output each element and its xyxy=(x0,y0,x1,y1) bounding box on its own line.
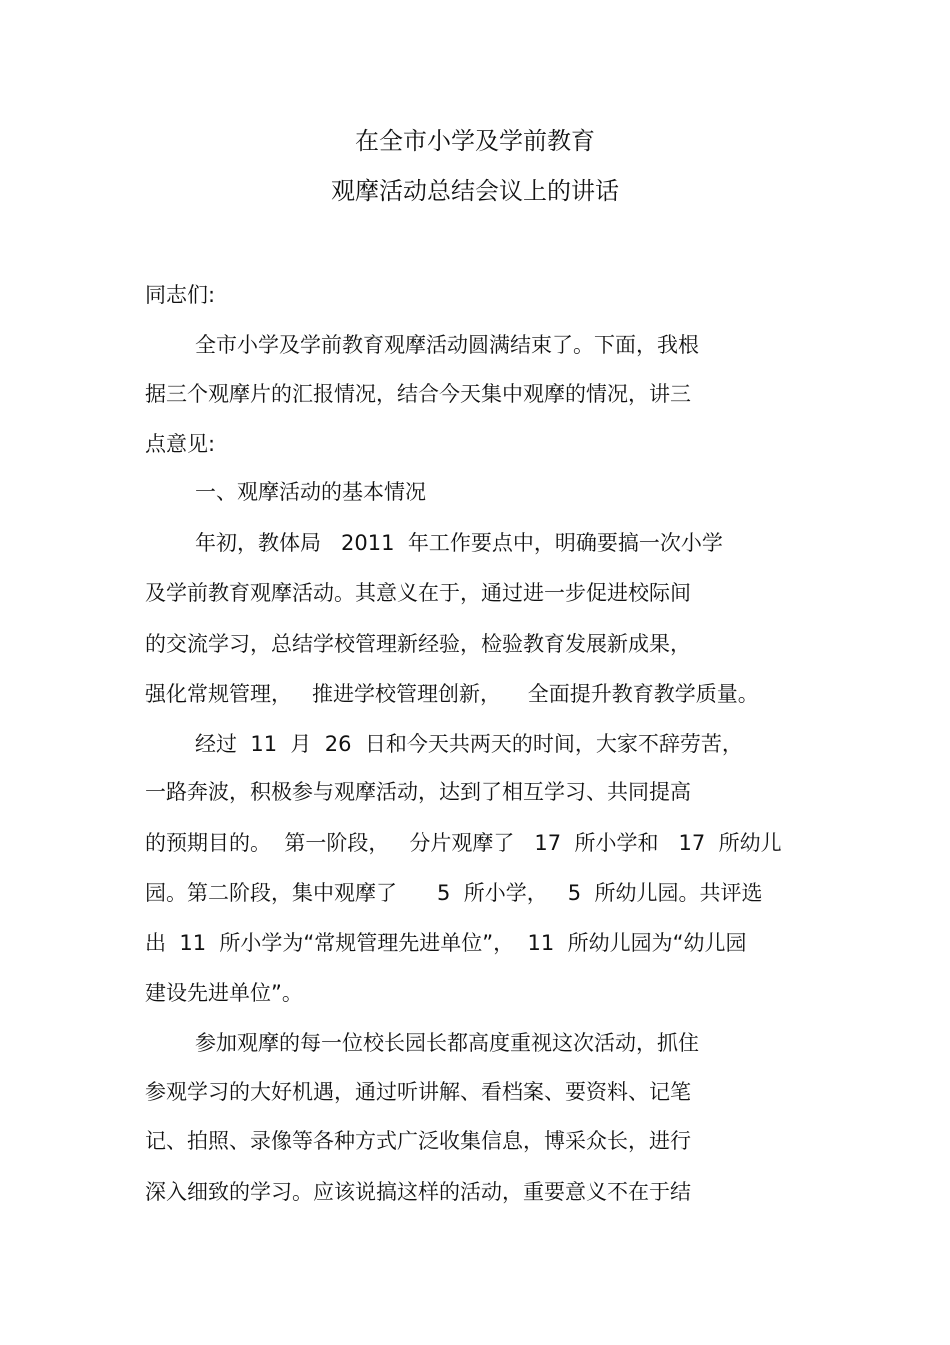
paragraph-line: 深入细致的学习。应该说搞这样的活动，重要意义不在于结 xyxy=(145,1180,691,1204)
paragraph-line: 及学前教育观摩活动。其意义在于，通过进一步促进校际间 xyxy=(145,581,691,605)
paragraph-line: 强化常规管理， 推进学校管理创新， 全面提升教育教学质量。 xyxy=(145,682,759,706)
paragraph-line: 记、拍照、录像等各种方式广泛收集信息，博采众长，进行 xyxy=(145,1129,691,1153)
salutation: 同志们: xyxy=(145,283,216,307)
paragraph-line: 园。第二阶段，集中观摩了 5 所小学， 5 所幼儿园。共评选 xyxy=(145,881,763,905)
paragraph-line: 建设先进单位”。 xyxy=(145,981,303,1005)
paragraph-line: 一路奔波，积极参与观摩活动，达到了相互学习、共同提高 xyxy=(145,780,691,804)
paragraph-line: 年初，教体局 2011 年工作要点中，明确要搞一次小学 xyxy=(195,531,723,555)
paragraph-line: 据三个观摩片的汇报情况，结合今天集中观摩的情况，讲三 xyxy=(145,382,691,406)
paragraph-line: 出 11 所小学为“常规管理先进单位”， 11 所幼儿园为“幼儿园 xyxy=(145,931,747,955)
paragraph-line: 全市小学及学前教育观摩活动圆满结束了。下面，我根 xyxy=(195,333,699,357)
paragraph-line: 参加观摩的每一位校长园长都高度重视这次活动，抓住 xyxy=(195,1031,699,1055)
title-line-2: 观摩活动总结会议上的讲话 xyxy=(331,177,619,205)
paragraph-line: 经过 11 月 26 日和今天共两天的时间，大家不辞劳苦， xyxy=(195,732,743,756)
paragraph-line: 点意见: xyxy=(145,432,216,456)
paragraph-line: 的交流学习，总结学校管理新经验，检验教育发展新成果， xyxy=(145,632,691,656)
section-heading: 一、观摩活动的基本情况 xyxy=(195,480,426,504)
title-line-1: 在全市小学及学前教育 xyxy=(355,127,595,155)
paragraph-line: 参观学习的大好机遇，通过听讲解、看档案、要资料、记笔 xyxy=(145,1080,691,1104)
paragraph-line: 的预期目的。 第一阶段， 分片观摩了 17 所小学和 17 所幼儿 xyxy=(145,831,782,855)
